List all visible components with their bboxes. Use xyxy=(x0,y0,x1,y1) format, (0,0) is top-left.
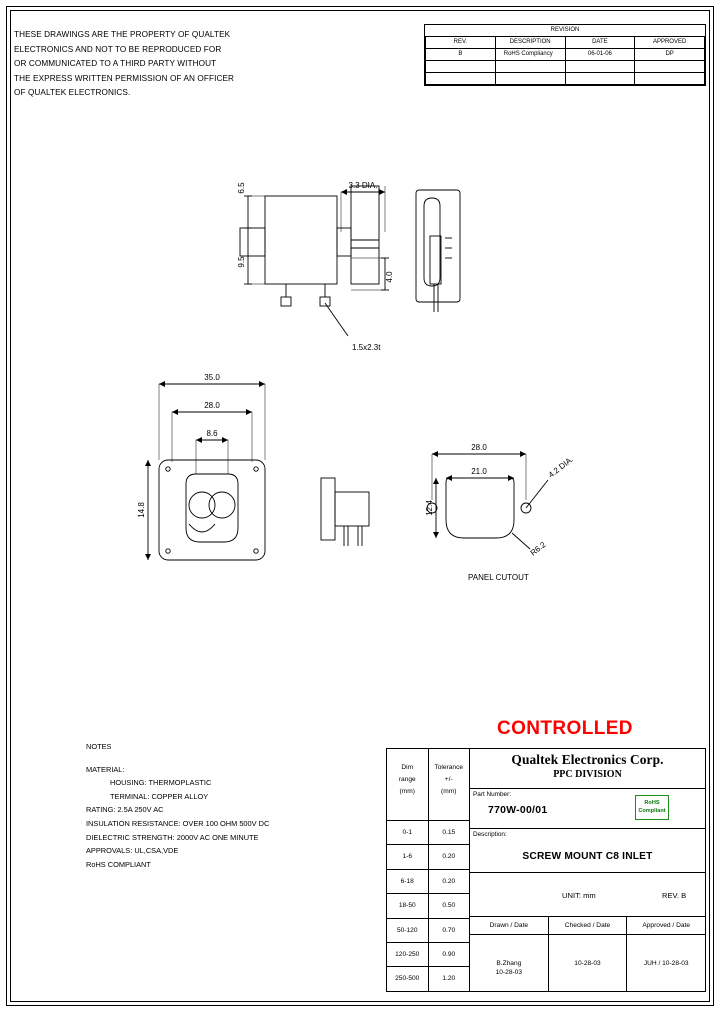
proprietary-line-1: THESE DRAWINGS ARE THE PROPERTY OF QUALTEK xyxy=(14,30,231,39)
proprietary-line-4: THE EXPRESS WRITTEN PERMISSION OF AN OFFICER xyxy=(14,73,235,83)
part-number-value: 770W-00/01 xyxy=(488,805,548,816)
unit-label: UNIT: mm xyxy=(562,891,596,900)
controlled-stamp: CONTROLLED xyxy=(497,718,633,739)
notes-block xyxy=(86,740,269,871)
tolerance-row xyxy=(387,821,469,845)
tolerance-value: 0.90 xyxy=(442,950,456,958)
tolerance-value: 0.15 xyxy=(442,829,456,836)
signature-approved: JUH / 10-28-03 xyxy=(643,960,689,967)
notes-rohs: RoHS COMPLIANT xyxy=(86,859,151,869)
tolerance-value: 0.20 xyxy=(442,853,456,861)
revision-title: REVISION xyxy=(426,25,705,37)
tolerance-header-tolerance: Tolerance +/- (mm) xyxy=(434,764,464,795)
dim-label-pin: 1.5x2.3t xyxy=(352,343,381,352)
notes-material-terminal: TERMINAL: COPPER ALLOY xyxy=(110,791,209,801)
revision-cell-date: 06-01-06 xyxy=(565,49,635,61)
dim-label-28p0-cutout: 28.0 xyxy=(471,443,487,452)
proprietary-line-5: OF QUALTEK ELECTRONICS. xyxy=(14,88,131,98)
notes-material-housing: HOUSING: THERMOPLASTIC xyxy=(110,778,212,788)
dim-label-3p3-dia: 3.3 DIA. xyxy=(348,181,378,190)
signature-drawn-name: B.Zhang xyxy=(496,960,522,967)
company-header xyxy=(470,749,705,789)
revision-row xyxy=(426,73,705,85)
notes-approvals: APPROVALS: UL,CSA,VDE xyxy=(86,846,179,856)
dim-label-12p4-cutout: 12.4 xyxy=(425,500,434,516)
tolerance-range: 18-50 xyxy=(387,894,429,917)
description-value: SCREW MOUNT C8 INLET xyxy=(522,851,653,862)
part-number-label: Part Number: xyxy=(473,791,512,798)
signature-header-drawn: Drawn / Date xyxy=(470,917,549,934)
tolerance-range: 6-18 xyxy=(387,870,429,893)
tolerance-row xyxy=(387,967,469,991)
dim-label-35p0: 35.0 xyxy=(204,373,220,382)
description-label: Description: xyxy=(473,831,507,838)
notes-insulation: INSULATION RESISTANCE: OVER 100 OHM 500V DC xyxy=(86,818,270,828)
revision-cell-rev: B xyxy=(426,49,496,61)
signature-header-approved: Approved / Date xyxy=(642,922,690,929)
division-name: PPC DIVISION xyxy=(553,769,622,780)
tolerance-range: 120-250 xyxy=(387,943,429,966)
revision-header-date: DATE xyxy=(565,37,635,49)
revision-cell-description: RoHS Compliancy xyxy=(495,49,565,61)
revision-header-rev: REV. xyxy=(426,37,496,49)
dim-label-6p5: 6.5 xyxy=(237,182,246,194)
tolerance-row xyxy=(387,919,469,943)
signature-values-row xyxy=(470,935,705,992)
notes-material-label: MATERIAL: xyxy=(86,764,125,774)
proprietary-line-2: ELECTRONICS AND NOT TO BE REPRODUCED FOR xyxy=(14,44,222,54)
signature-checked: 10-28-03 xyxy=(549,935,628,992)
signature-drawn-date: 10-28-03 xyxy=(495,969,523,976)
rohs-badge-line1: RoHS xyxy=(644,800,660,806)
dim-label-r6p2: R6.2 xyxy=(528,540,548,558)
panel-cutout-label: PANEL CUTOUT xyxy=(468,573,529,582)
revision-cell-date xyxy=(565,73,635,85)
dim-label-9p5: 9.5 xyxy=(237,256,246,268)
tolerance-row xyxy=(387,943,469,967)
revision-cell-date xyxy=(565,61,635,73)
notes-rating: RATING: 2.5A 250V AC xyxy=(86,805,164,815)
revision-row xyxy=(426,49,705,61)
revision-block xyxy=(424,24,706,86)
tolerance-range: 0-1 xyxy=(387,821,429,844)
dim-label-8p6: 8.6 xyxy=(206,429,218,438)
tolerance-header-range: Dim range (mm) xyxy=(387,749,429,820)
title-block-right xyxy=(470,749,705,991)
tolerance-table-header xyxy=(387,749,469,821)
revision-row xyxy=(426,61,705,73)
tolerance-range: 250-500 xyxy=(387,967,429,991)
revision-cell-approved: DP xyxy=(635,49,705,61)
tolerance-row xyxy=(387,845,469,869)
signature-drawn xyxy=(470,935,549,992)
dim-label-21p0-cutout: 21.0 xyxy=(471,467,487,476)
tolerance-row xyxy=(387,870,469,894)
part-number-row xyxy=(470,789,705,829)
company-name: Qualtek Electronics Corp. xyxy=(511,752,664,767)
signature-header-row xyxy=(470,917,705,935)
revision-cell-description xyxy=(495,61,565,73)
revision-cell-approved xyxy=(635,73,705,85)
revision-header-description: DESCRIPTION xyxy=(495,37,565,49)
tolerance-value: 0.50 xyxy=(442,902,456,910)
tolerance-range: 50-120 xyxy=(387,919,429,942)
rohs-badge-line2: Compliant xyxy=(638,807,666,814)
dim-label-4p2-dia: 4.2 DIA. xyxy=(546,454,576,480)
rev-label: REV. B xyxy=(662,891,687,900)
tolerance-table-body xyxy=(387,821,469,992)
tolerance-value: 0.20 xyxy=(442,877,456,885)
revision-cell-description xyxy=(495,73,565,85)
tolerance-value: 1.20 xyxy=(442,975,456,983)
proprietary-note xyxy=(14,28,236,101)
notes-heading: NOTES xyxy=(86,742,112,751)
revision-header-approved: APPROVED xyxy=(635,37,705,49)
revision-cell-rev xyxy=(426,73,496,85)
signature-header-checked: Checked / Date xyxy=(549,917,628,934)
rohs-compliant-badge xyxy=(635,795,669,820)
description-row xyxy=(470,829,705,873)
tolerance-table xyxy=(387,749,470,991)
proprietary-line-3: OR COMMUNICATED TO A THIRD PARTY WITHOUT xyxy=(14,59,217,69)
dim-label-14p8: 14.8 xyxy=(137,502,146,518)
unit-rev-row xyxy=(470,873,705,917)
revision-cell-rev xyxy=(426,61,496,73)
tolerance-range: 1-6 xyxy=(387,845,429,868)
tolerance-row xyxy=(387,894,469,918)
title-block xyxy=(386,748,706,992)
notes-dielectric: DIELECTRIC STRENGTH: 2000V AC ONE MINUTE xyxy=(86,832,259,842)
dim-label-28p0-front: 28.0 xyxy=(204,401,220,410)
dim-label-4p0: 4.0 xyxy=(385,271,394,283)
tolerance-value: 0.70 xyxy=(442,926,456,934)
revision-cell-approved xyxy=(635,61,705,73)
